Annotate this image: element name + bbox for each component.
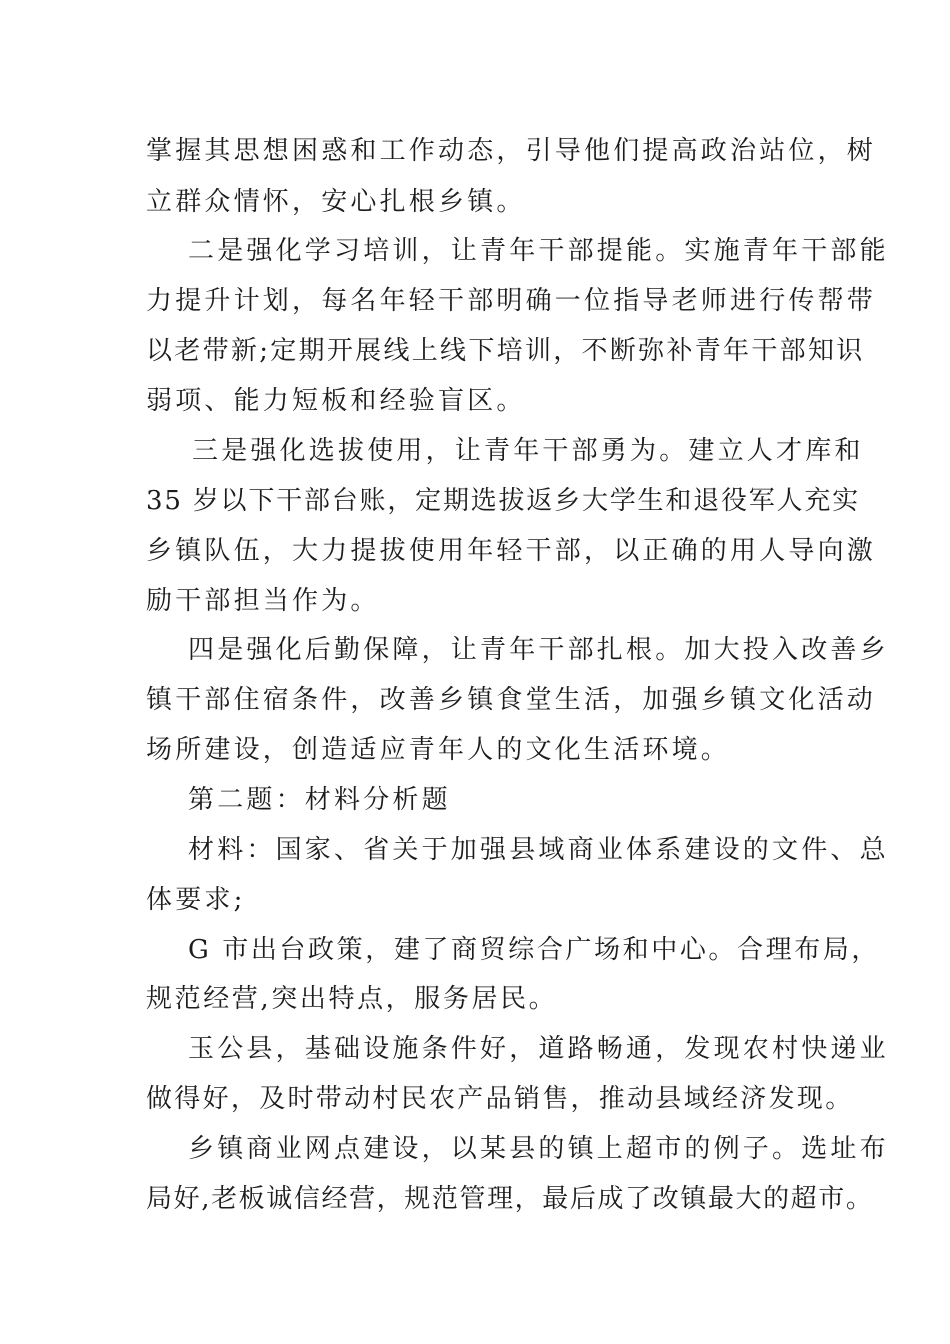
text-line: 局好,老板诚信经营，规范管理，最后成了改镇最大的超市。 [146,1184,874,1214]
text-line: 做得好，及时带动村民农产品销售，推动县域经济发现。 [146,1084,854,1114]
text-line: 立群众情怀，安心扎根乡镇。 [146,187,526,217]
text-line: 励干部担当作为。 [146,586,380,616]
text-line: 乡镇商业网点建设，以某县的镇上超市的例子。选址布 [188,1134,889,1164]
text-line: 35 岁以下干部台账，定期选拔返乡大学生和退役军人充实 [146,486,860,516]
text-line: 三是强化选拔使用，让青年干部勇为。建立人才库和 [192,436,864,466]
text-line: 以老带新;定期开展线上线下培训，不断弥补青年干部知识 [146,336,865,366]
text-line: 镇干部住宿条件，改善乡镇食堂生活，加强乡镇文化活动 [146,685,877,715]
text-line: 规范经营,突出特点，服务居民。 [146,984,558,1014]
text-line: 掌握其思想困惑和工作动态，引导他们提高政治站位，树 [146,136,877,166]
text-line: 材料：国家、省关于加强县域商业体系建设的文件、总 [188,835,889,865]
text-line: 弱项、能力短板和经验盲区。 [146,386,526,416]
section-heading: 第二题：材料分析题 [188,785,451,815]
text-line: 体要求; [146,885,246,915]
text-line: 二是强化学习培训，让青年干部提能。实施青年干部能 [188,236,889,266]
text-line: 力提升计划，每名年轻干部明确一位指导老师进行传帮带 [146,286,877,316]
text-line: 场所建设，创造适应青年人的文化生活环境。 [146,735,731,765]
text-line: 乡镇队伍，大力提拔使用年轻干部，以正确的用人导向激 [146,536,877,566]
text-line: 四是强化后勤保障，让青年干部扎根。加大投入改善乡 [188,635,889,665]
text-line: G 市出台政策，建了商贸综合广场和中心。合理布局， [188,935,881,965]
text-line: 玉公县，基础设施条件好，道路畅通，发现农村快递业 [188,1034,889,1064]
